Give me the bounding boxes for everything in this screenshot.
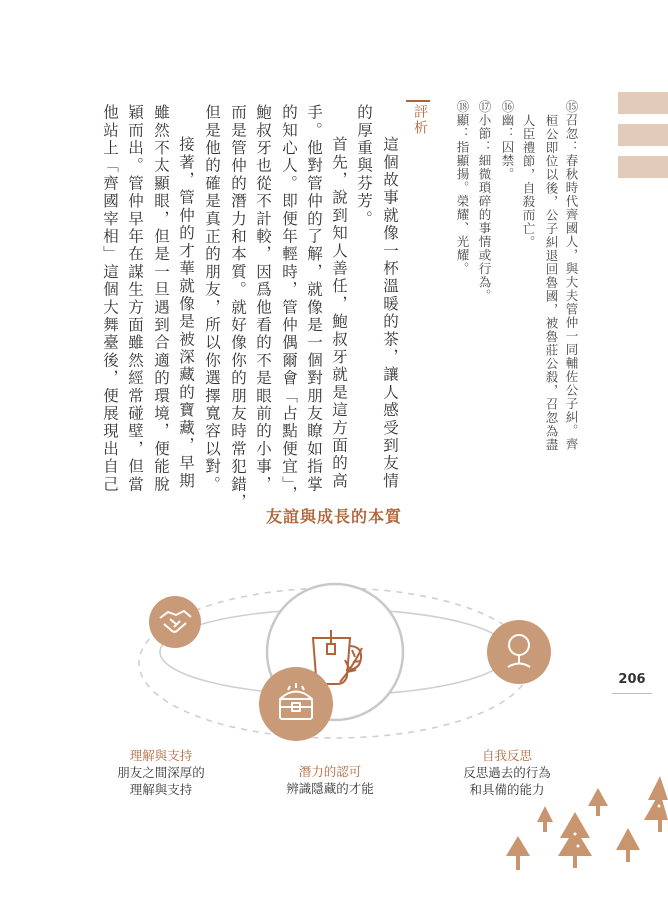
node-desc-reflection: 和具備的能力 bbox=[469, 782, 545, 797]
body-line: 雖然不太顯眼，但是一旦遇到合適的環境，便能脫 bbox=[152, 104, 170, 494]
footnote-line: ⑯幽：囚禁。 bbox=[500, 100, 515, 181]
body-line: 穎而出。管仲早年在謀生方面雖然經常碰壁，但當 bbox=[126, 104, 144, 494]
body-line: 他站上「齊國宰相」這個大舞臺後，便展現出自己 bbox=[101, 104, 119, 494]
node-desc-potential: 辨識隱藏的才能 bbox=[286, 781, 374, 796]
footnote-line: ⑰小節：細微瑣碎的事情或行為。 bbox=[477, 100, 492, 303]
commentary-label: 評析 bbox=[406, 100, 430, 136]
body-line: 而是管仲的潛力和本質。就好像你的朋友時常犯錯， bbox=[229, 104, 247, 512]
footnote-line: ⑱顯：指顯揚。榮耀、光耀。 bbox=[455, 100, 470, 276]
footnote-line: 桓公即位以後，公子糾退回魯國，被魯莊公殺，召忽為盡 bbox=[544, 114, 559, 452]
node-desc-understanding: 朋友之間深厚的 bbox=[117, 765, 205, 780]
diagram-title: 友誼與成長的本質 bbox=[265, 507, 402, 526]
body-line: 接著，管仲的才華就像是被深藏的寶藏，早期 bbox=[177, 136, 195, 490]
body-line: 的厚重與芬芳。 bbox=[355, 104, 373, 228]
body-line: 首先，說到知人善任，鮑叔牙就是這方面的高 bbox=[330, 136, 348, 490]
page-number: 206 bbox=[612, 672, 652, 694]
body-line: 的知心人。即便年輕時，管仲偶爾會「占點便宜」， bbox=[280, 104, 298, 504]
body-line: 但是他的確是真正的朋友，所以你選擇寬容以對。 bbox=[203, 104, 221, 494]
body-line: 手。他對管仲的了解，就像是一個對朋友瞭如指掌 bbox=[305, 104, 323, 494]
node-desc-understanding: 理解與支持 bbox=[129, 782, 193, 797]
footnote-line: 人臣禮節，自殺而亡。 bbox=[521, 114, 536, 249]
node-title-understanding: 理解與支持 bbox=[129, 748, 193, 763]
body-line: 這個故事就像一杯溫暖的茶，讓人感受到友情 bbox=[381, 136, 399, 490]
node-title-reflection: 自我反思 bbox=[481, 748, 532, 763]
mirror-node bbox=[487, 620, 551, 684]
node-desc-reflection: 反思過去的行為 bbox=[463, 765, 551, 780]
footnote-line: ⑮召忽：春秋時代齊國人，與大夫管仲一同輔佐公子糾。齊 bbox=[564, 100, 579, 451]
body-line: 鮑叔牙也從不計較，因爲他看的不是眼前的小事， bbox=[254, 104, 272, 494]
node-title-potential: 潛力的認可 bbox=[298, 764, 362, 779]
